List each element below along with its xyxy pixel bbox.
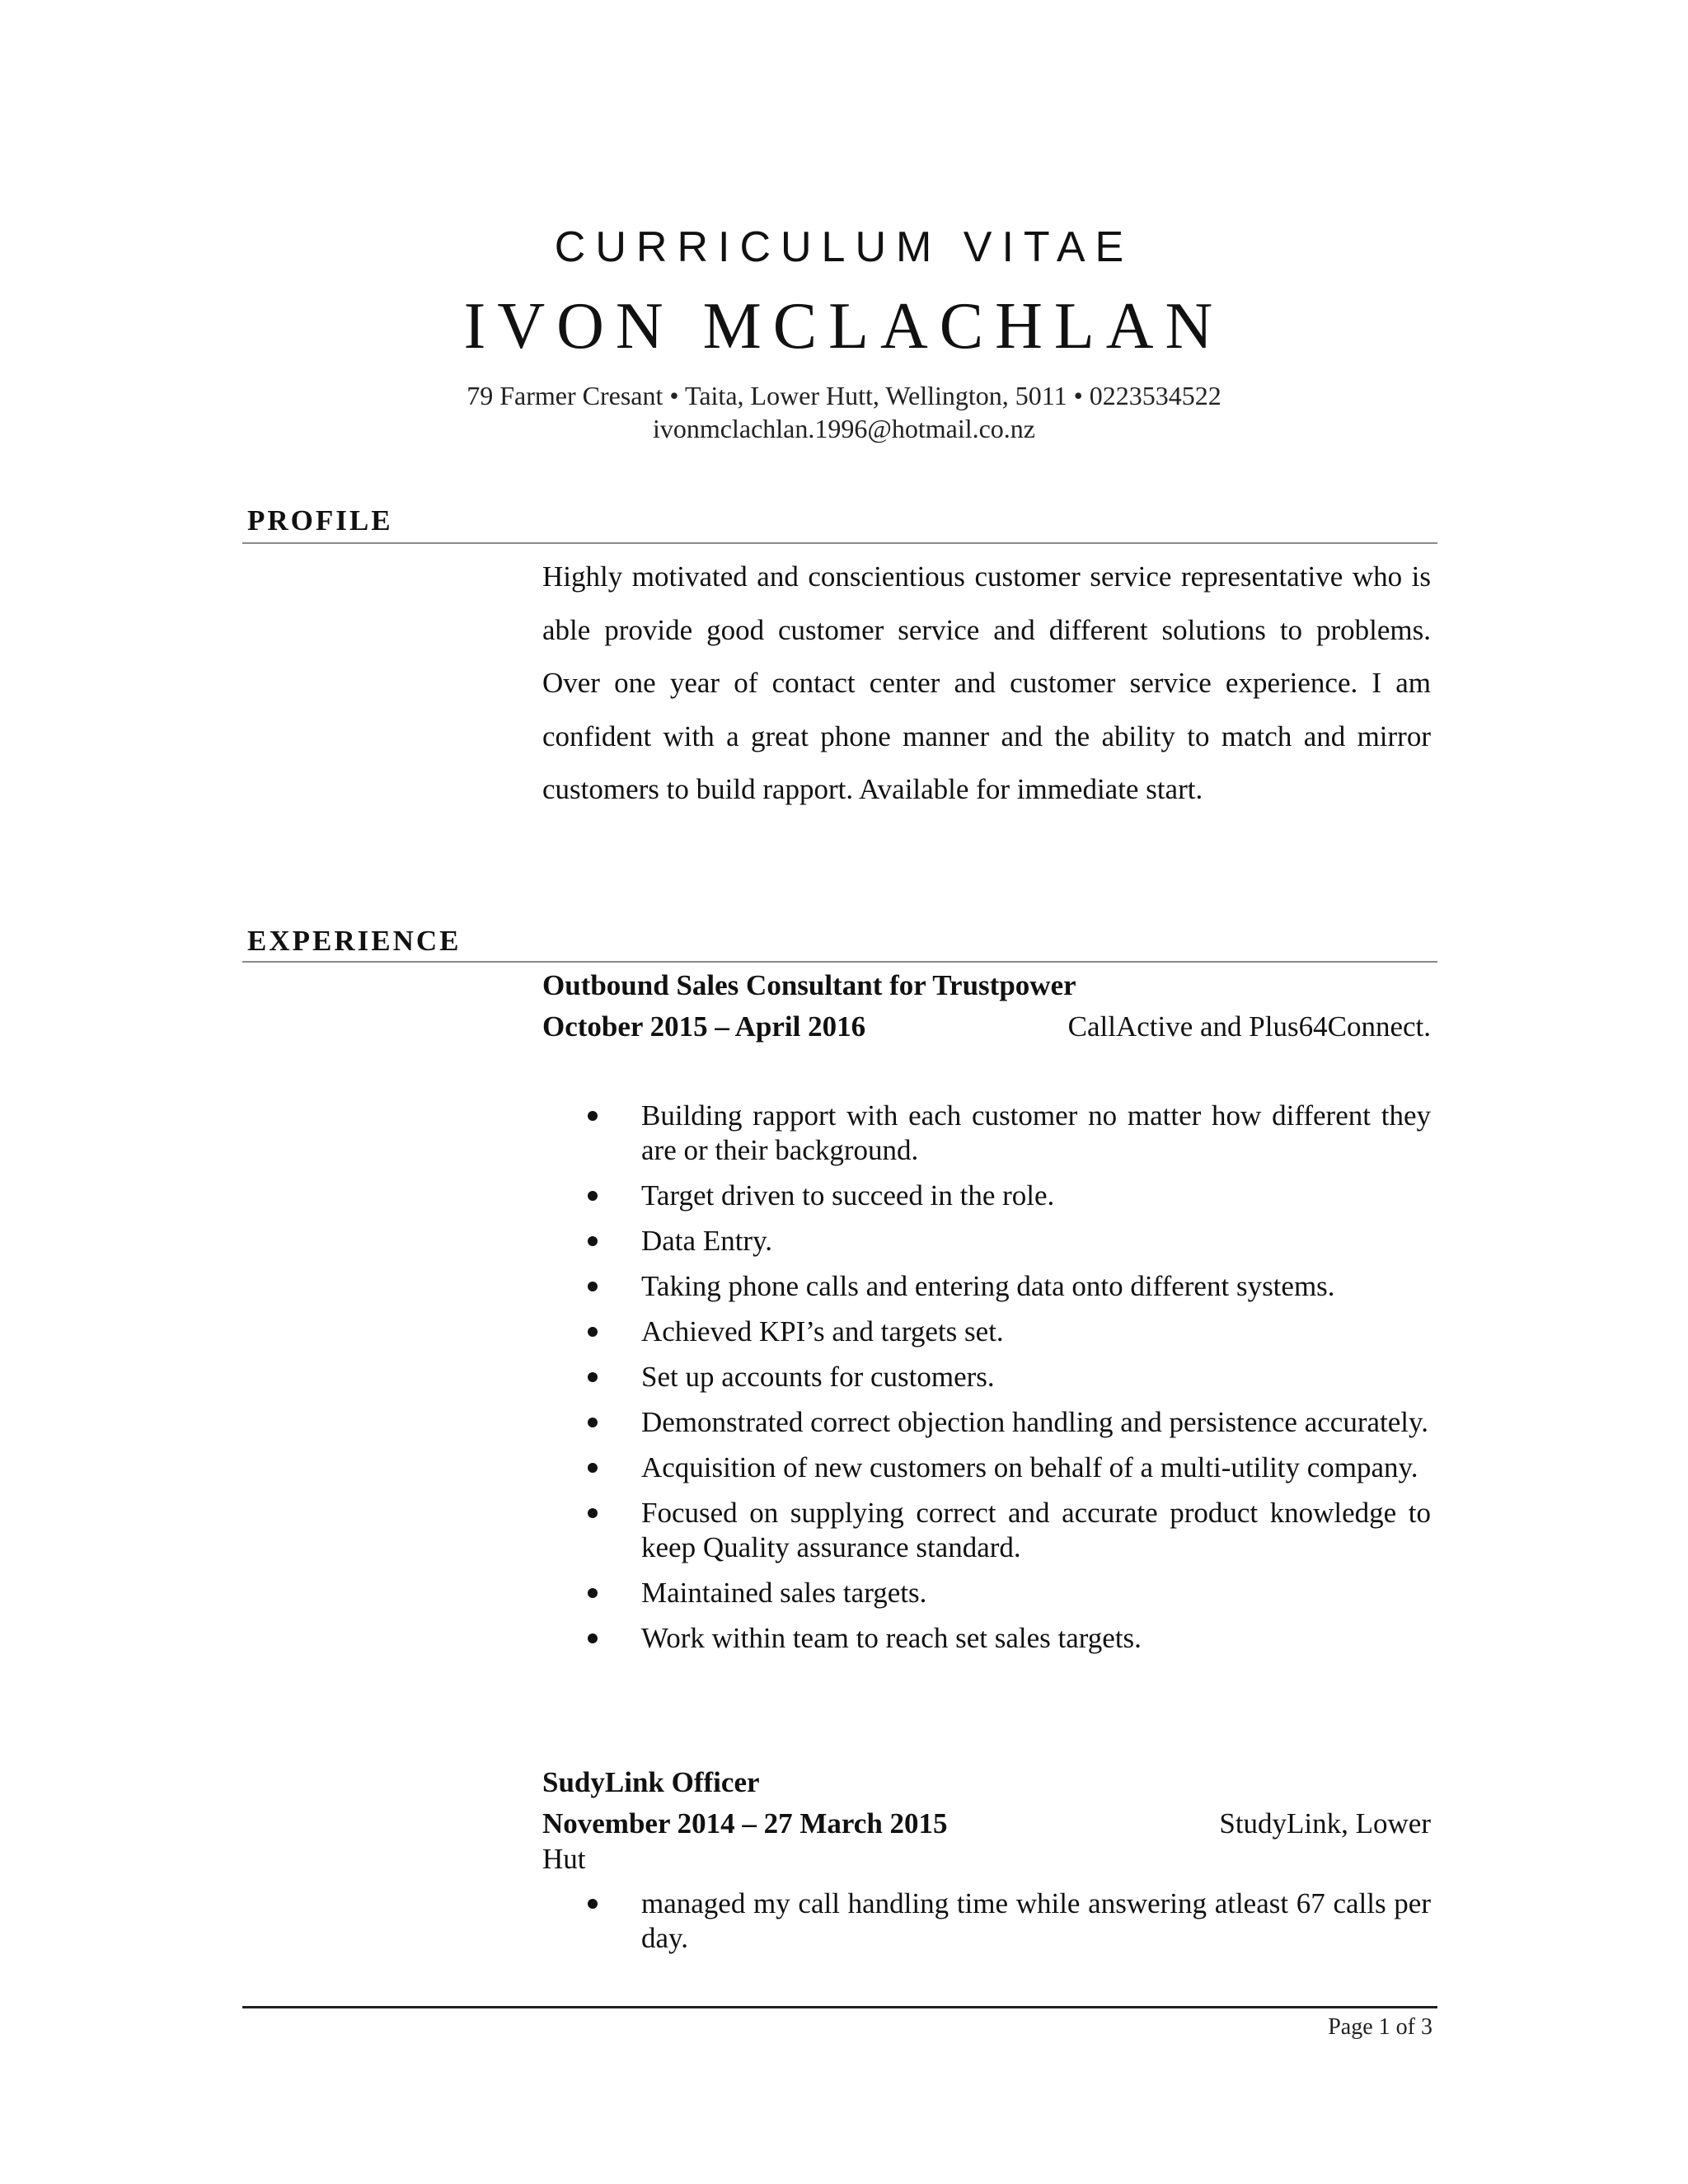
- bullet-icon: [588, 1508, 598, 1518]
- section-divider: [242, 542, 1437, 544]
- job-title: Outbound Sales Consultant for Trustpower: [542, 969, 1076, 1001]
- bullet-icon: [588, 1327, 598, 1337]
- list-item: Work within team to reach set sales targets.: [542, 1621, 1431, 1656]
- job-employer-continued: Hut: [542, 1843, 586, 1875]
- page-number: Page 1 of 3: [1328, 2014, 1432, 2040]
- contact-email: ivonmclachlan.1996@hotmail.co.nz: [652, 414, 1035, 443]
- bullet-icon: [588, 1418, 598, 1427]
- list-item: Taking phone calls and entering data onto different systems.: [542, 1269, 1431, 1304]
- job-dates: November 2014 – 27 March 2015: [542, 1807, 948, 1840]
- list-item: Building rapport with each customer no matter how different they are or their background.: [542, 1099, 1431, 1168]
- bullet-icon: [588, 1236, 598, 1246]
- list-item: Target driven to succeed in the role.: [542, 1179, 1431, 1213]
- candidate-name: IVON MCLACHLAN: [463, 290, 1225, 363]
- bullet-icon: [588, 1282, 598, 1291]
- job-title: SudyLink Officer: [542, 1766, 760, 1798]
- job-employer: StudyLink, Lower: [1219, 1807, 1431, 1840]
- bullet-icon: [588, 1111, 598, 1121]
- bullet-icon: [588, 1463, 598, 1473]
- profile-summary: Highly motivated and conscientious customer service representative who is able provide good customer service and different solutions to problems. Over one year of contact center and customer service experience. I am confident with a great phone manner and the ability to match and mirror customers to build rapport. Available for immediate start.: [542, 560, 1431, 805]
- bullet-icon: [588, 1633, 598, 1643]
- job-duties-list: [542, 1099, 1431, 1656]
- contact-address: 79 Farmer Cresant • Taita, Lower Hutt, Wellington, 5011 • 0223534522: [467, 381, 1221, 410]
- list-item: Focused on supplying correct and accurate product knowledge to keep Quality assurance standard.: [542, 1496, 1431, 1565]
- bullet-icon: [588, 1899, 598, 1909]
- document-heading: CURRICULUM VITAE: [554, 223, 1134, 271]
- list-item: managed my call handling time while answering atleast 67 calls per day.: [542, 1886, 1431, 1956]
- list-item: Set up accounts for customers.: [542, 1360, 1431, 1394]
- list-item: Data Entry.: [542, 1224, 1431, 1258]
- list-item: Maintained sales targets.: [542, 1576, 1431, 1610]
- list-item: Demonstrated correct objection handling and persistence accurately.: [542, 1405, 1431, 1440]
- footer-divider: [242, 2006, 1437, 2008]
- list-item: Acquisition of new customers on behalf of a multi-utility company.: [542, 1451, 1431, 1485]
- bullet-icon: [588, 1191, 598, 1201]
- job-employer: CallActive and Plus64Connect.: [1067, 1010, 1431, 1043]
- section-title-profile: PROFILE: [247, 504, 393, 537]
- bullet-icon: [588, 1372, 598, 1382]
- list-item: Achieved KPI’s and targets set.: [542, 1315, 1431, 1349]
- section-divider: [242, 961, 1437, 963]
- bullet-icon: [588, 1588, 598, 1598]
- job-duties-list: [542, 1886, 1431, 1956]
- job-dates: October 2015 – April 2016: [542, 1010, 866, 1043]
- section-title-experience: EXPERIENCE: [247, 925, 462, 957]
